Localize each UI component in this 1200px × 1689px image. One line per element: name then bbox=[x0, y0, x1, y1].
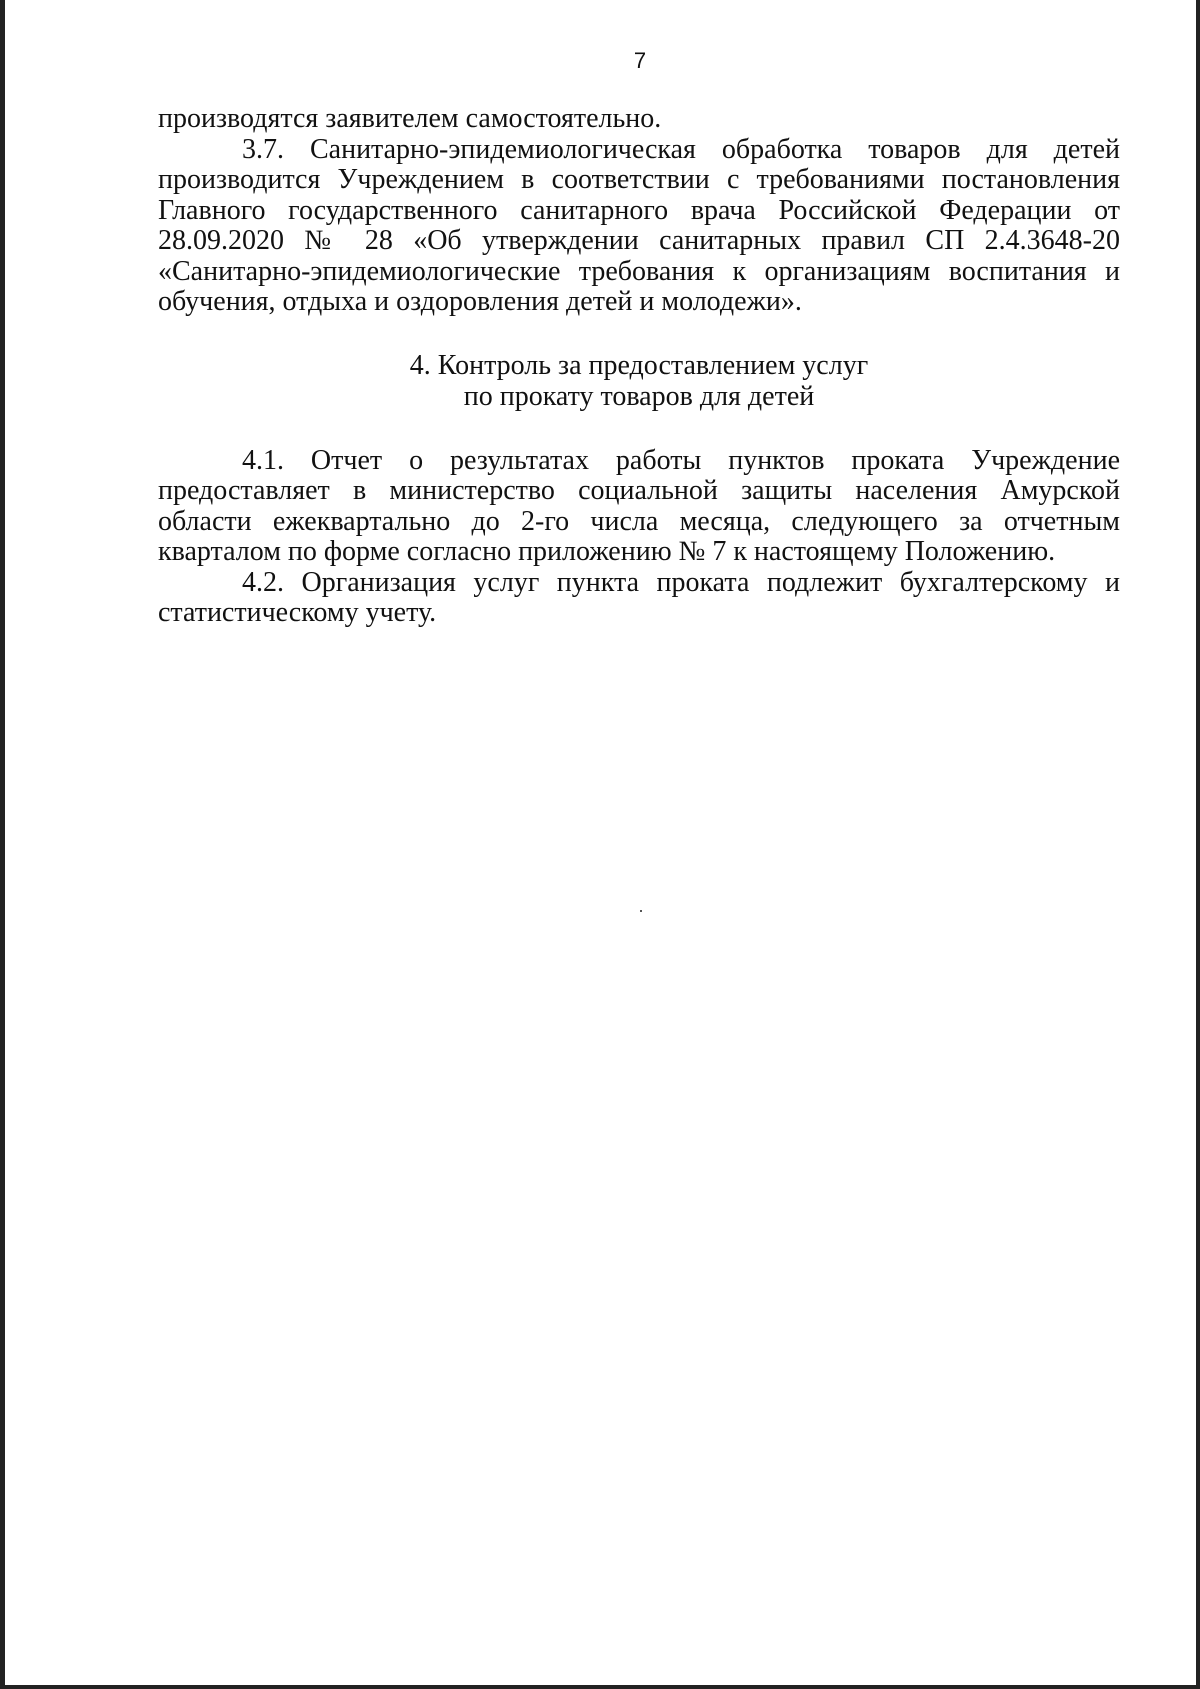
scan-edge-left bbox=[0, 0, 5, 1689]
scan-edge-bottom bbox=[0, 1685, 1200, 1689]
section-heading-line1: 4. Контроль за предоставлением услуг bbox=[409, 349, 869, 381]
section-heading bbox=[158, 350, 1120, 412]
section-heading-line2: по прокату товаров для детей bbox=[463, 380, 815, 412]
scan-speck bbox=[640, 910, 642, 912]
paragraph-4-2: 4.2. Организация услуг пункта проката подлежит бухгалтерскому и статистическому учету. bbox=[158, 566, 1120, 628]
paragraph-4-1: 4.1. Отчет о результатах работы пунктов проката Учреждение предоставляет в министерство социальной защиты населения Амурской области ежеквартально до 2-го числа месяца, следующего за отчетным кварталом по форме согласно приложению № 7 к настоящему Положению. bbox=[158, 444, 1120, 567]
page-number: 7 bbox=[633, 48, 647, 73]
scan-edge-right bbox=[1196, 0, 1200, 1689]
paragraph-3-7: 3.7. Санитарно-эпидемиологическая обработка товаров для детей производится Учреждением в соответствии с требованиями постановления Главного государственного санитарного врача Российской Федерации от 28.09.2020 № 28 «Об утверждении санитарных правил СП 2.4.3648-20 «Санитарно-эпидемиологические требования к организациям воспитания и обучения, отдыха и оздоровления детей и молодежи». bbox=[158, 133, 1120, 317]
document-body bbox=[158, 104, 1120, 629]
paragraph-continuation: производятся заявителем самостоятельно. bbox=[158, 103, 662, 134]
